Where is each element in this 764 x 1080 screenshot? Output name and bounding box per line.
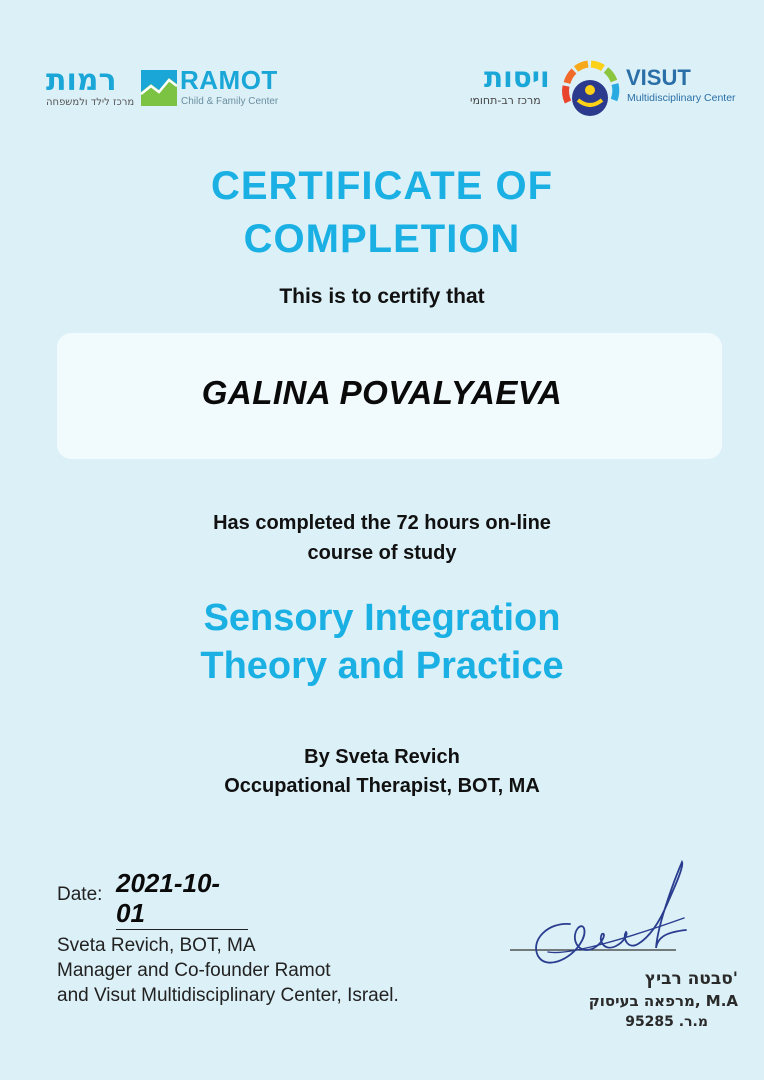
visut-logo-english: VISUT bbox=[626, 65, 691, 90]
certify-text: This is to certify that bbox=[279, 285, 485, 308]
ramot-mountain-icon bbox=[141, 70, 177, 106]
ramot-logo-hebrew-sub: מרכז לילד ולמשפחה bbox=[46, 97, 135, 108]
signature-stamp bbox=[548, 968, 738, 1032]
handwritten-signature bbox=[508, 852, 728, 982]
instructor-byline bbox=[0, 743, 764, 801]
completion-line1: Has completed the 72 hours on-line bbox=[213, 512, 551, 534]
course-title-line1: Sensory Integration bbox=[203, 597, 561, 639]
visut-logo-hebrew-sub: מרכז רב-תחומי bbox=[470, 94, 541, 107]
signer-line3: and Visut Multidisciplinary Center, Israel. bbox=[57, 985, 399, 1006]
stamp-line1: סבטה רביץ' bbox=[644, 969, 738, 989]
date-label: Date: bbox=[57, 884, 103, 905]
byline-line2: Occupational Therapist, BOT, MA bbox=[224, 775, 540, 797]
certificate-title-line1: CERTIFICATE OF bbox=[210, 164, 554, 208]
completion-line2: course of study bbox=[307, 542, 457, 564]
completion-statement bbox=[0, 508, 764, 568]
course-title bbox=[0, 594, 764, 690]
certificate-title-line2: COMPLETION bbox=[243, 217, 521, 261]
signer-info bbox=[57, 933, 399, 1008]
signer-line2: Manager and Co-founder Ramot bbox=[57, 960, 331, 981]
ramot-logo-english: RAMOT bbox=[180, 65, 278, 95]
visut-sunburst-icon bbox=[556, 56, 624, 124]
stamp-line3: מ.ר. 95285 bbox=[625, 1014, 708, 1030]
visut-logo bbox=[470, 56, 740, 126]
ramot-logo-hebrew: רמות bbox=[46, 63, 117, 98]
stamp-line2: מרפאה בעיסוק, M.A bbox=[588, 992, 738, 1010]
signer-line1: Sveta Revich, BOT, MA bbox=[57, 935, 256, 956]
ramot-logo-english-sub: Child & Family Center bbox=[181, 96, 279, 107]
visut-logo-hebrew: ויסות bbox=[484, 61, 550, 94]
course-title-line2: Theory and Practice bbox=[200, 645, 564, 687]
date-value: 2021-10-01 bbox=[116, 868, 248, 930]
visut-logo-english-sub: Multidisciplinary Center bbox=[627, 92, 736, 104]
ramot-logo bbox=[46, 63, 286, 116]
recipient-name: GALINA POVALYAEVA bbox=[201, 374, 563, 411]
byline-line1: By Sveta Revich bbox=[304, 746, 460, 768]
certificate-title bbox=[0, 160, 764, 266]
